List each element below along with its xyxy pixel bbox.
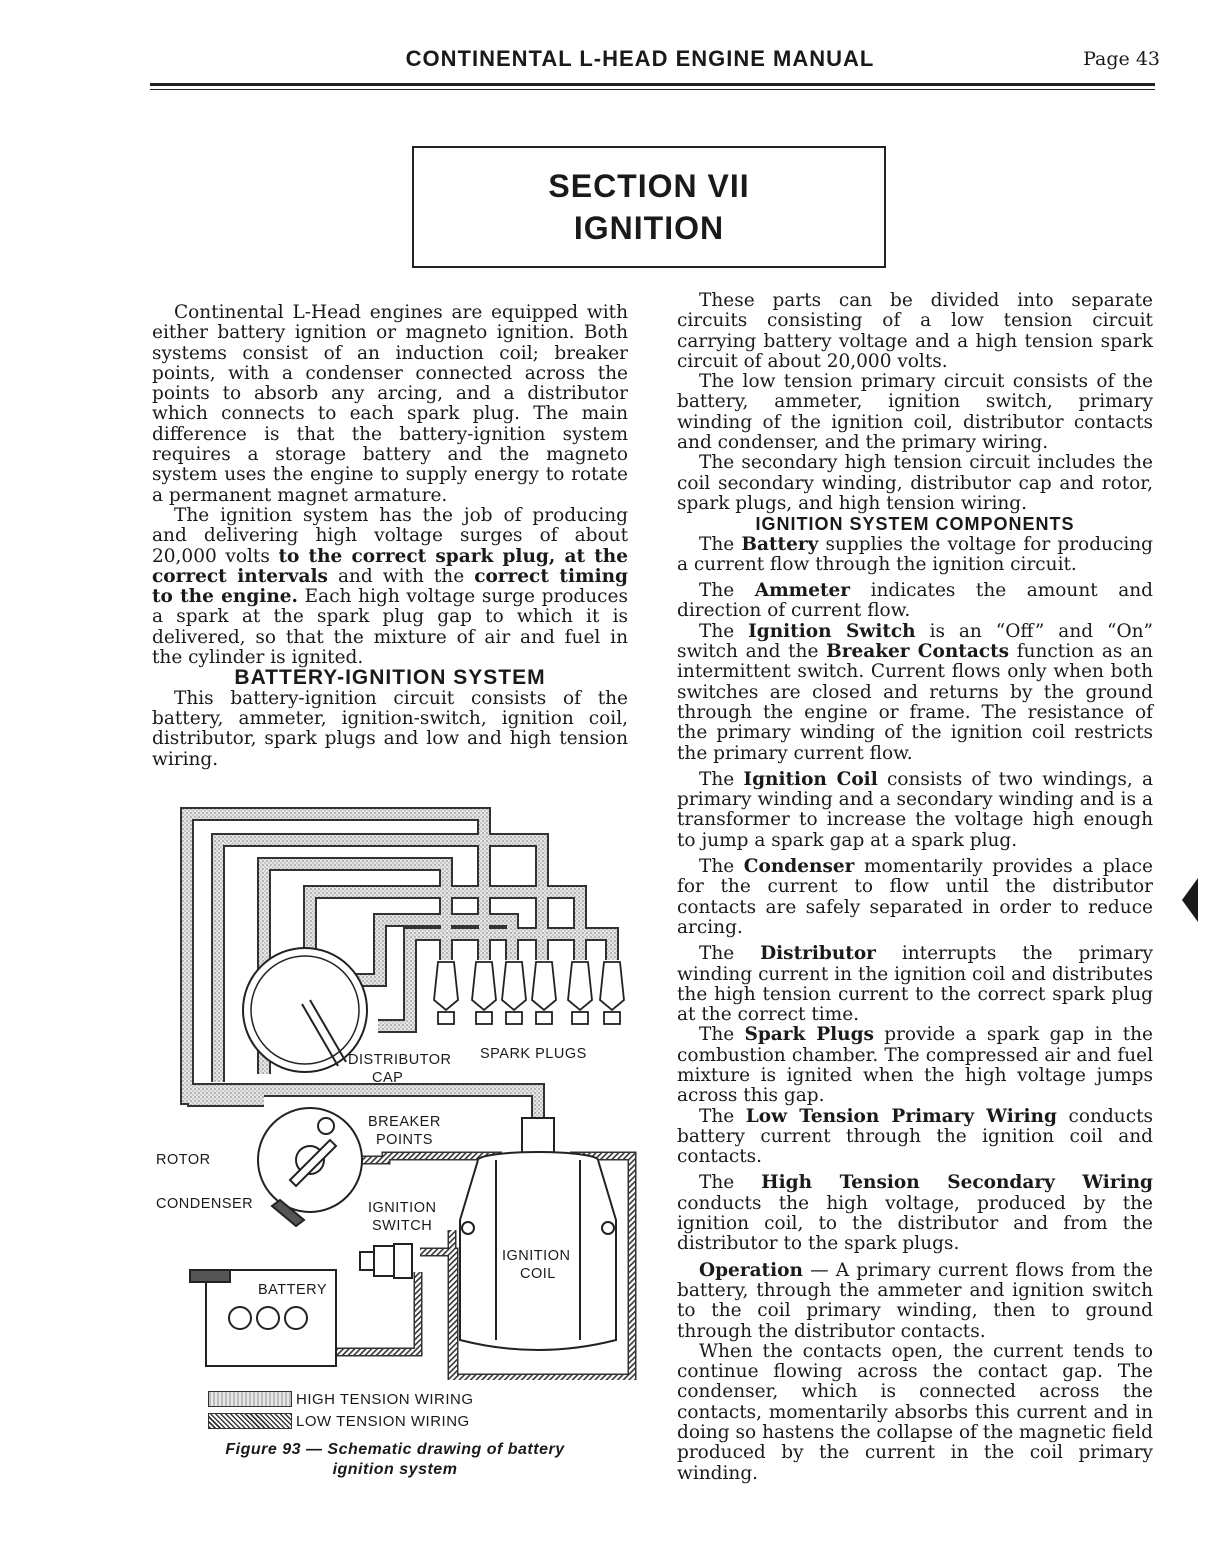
components-heading: IGNITION SYSTEM COMPONENTS <box>755 514 1075 535</box>
term-high-tension-wiring: High Tension Secondary Wiring <box>761 1172 1153 1194</box>
label-ignition-switch-1: IGNITION <box>368 1200 437 1216</box>
distributor-paragraph <box>677 944 1153 1025</box>
header-rule-thick <box>150 83 1155 86</box>
label-rotor: ROTOR <box>156 1152 211 1168</box>
caption-line-1: Figure 93 — Schematic drawing of battery <box>225 1441 565 1458</box>
text-run: indicates the amount and direction of current flow. <box>677 580 1153 622</box>
text-run: The <box>699 580 755 602</box>
term-battery: Battery <box>741 533 819 555</box>
text-run: function as an intermittent switch. Current flows only when both switches are closed and returns by the ground through the engine or frame. The resistance of the primary winding of the ignition coil restricts the primary current flow. <box>677 641 1153 764</box>
ignition-switch <box>360 1244 412 1278</box>
term-ammeter: Ammeter <box>754 580 851 602</box>
label-distributor-cap-1: DISTRIBUTOR <box>348 1052 452 1068</box>
running-header-title: CONTINENTAL L-HEAD ENGINE MANUAL <box>405 46 875 71</box>
bold-run: to the correct spark plug, at the correct intervals <box>152 545 628 587</box>
text-run: The <box>699 1024 745 1046</box>
caption-line-2: ignition system <box>332 1461 458 1478</box>
text-run: momentarily provides a place for the current to flow until the distributor contacts are safely separated in order to reduce arcing. <box>677 856 1153 938</box>
term-distributor: Distributor <box>760 943 876 965</box>
text-run: supplies the voltage for producing a current flow through the ignition circuit. <box>677 533 1153 575</box>
text-run: interrupts the primary winding current in the ignition coil and distributes the high tension current to the correct spark plug at the correct time. <box>677 943 1153 1026</box>
label-breaker-points-2: POINTS <box>376 1132 433 1148</box>
breaker-assembly <box>258 1108 362 1226</box>
right-column <box>677 291 1153 1484</box>
page-number: Page 43 <box>1083 48 1160 70</box>
secondary-circuit-paragraph: The secondary high tension circuit includes the coil secondary winding, distributor cap and rotor, spark plugs, and high tension wiring. <box>677 452 1153 514</box>
text-run: The <box>699 856 744 878</box>
coil-paragraph <box>677 770 1153 851</box>
label-condenser: CONDENSER <box>156 1196 254 1212</box>
text-run: The <box>699 620 749 642</box>
spark-plugs <box>434 962 624 1024</box>
header-rule-thin <box>150 89 1155 90</box>
label-battery: BATTERY <box>258 1282 328 1298</box>
intro-paragraph: Continental L-Head engines are equipped with either battery ignition or magneto ignition. Both systems consist of an induction coil; breaker points, with a condenser connected across the points to absorb any arcing, and a distributor which connects to each spark plug. The main difference is that the battery-ignition system requires a storage battery and the magneto system uses the engine to supply energy to rotate a permanent magnet armature. <box>152 302 628 506</box>
contacts-open-paragraph: When the contacts open, the current tends to continue flowing across the contact gap. The condenser, which is connected across the contacts, momentarily absorbs this current and in doing so hastens the collapse of the magnetic field produced by the current in the coil primary winding. <box>677 1340 1153 1484</box>
high-wiring-paragraph <box>677 1173 1153 1254</box>
label-ignition-switch-2: SWITCH <box>372 1218 433 1234</box>
condenser-paragraph <box>677 857 1153 938</box>
label-distributor-cap-2: CAP <box>372 1070 404 1086</box>
ammeter-paragraph <box>677 581 1153 622</box>
ignition-job-paragraph <box>152 506 628 668</box>
text-run: The <box>699 943 761 965</box>
figure-caption <box>180 1440 610 1480</box>
label-ignition-coil-1: IGNITION <box>502 1248 571 1264</box>
low-tension-swatch <box>208 1413 292 1429</box>
legend-high-tension <box>208 1388 474 1410</box>
figure-legend <box>208 1388 474 1432</box>
text-run: is an “Off” and “On” switch and the <box>677 620 1153 663</box>
text-run: The ignition system has the job of producing and delivering high voltage surges of about 20,000 volts <box>152 504 628 567</box>
switch-paragraph <box>677 622 1153 764</box>
term-condenser: Condenser <box>743 856 855 878</box>
low-wiring-paragraph <box>677 1107 1153 1168</box>
text-run: conducts the high voltage, produced by the ignition coil, to the distributor and from the distributor to the spark plugs. <box>677 1192 1153 1255</box>
text-run: provide a spark gap in the combustion chamber. The compressed air and fuel mixture is ignited when the high voltage jumps across this gap. <box>677 1024 1153 1107</box>
ignition-schematic-figure <box>150 800 640 1298</box>
term-spark-plugs: Spark Plugs <box>744 1024 874 1046</box>
term-operation: Operation <box>699 1259 803 1281</box>
term-low-tension-wiring: Low Tension Primary Wiring <box>745 1105 1057 1127</box>
legend-high-label: HIGH TENSION WIRING <box>296 1390 474 1408</box>
label-breaker-points-1: BREAKER <box>368 1114 441 1130</box>
section-title-box <box>412 146 886 268</box>
term-ignition-switch: Ignition Switch <box>748 620 916 642</box>
term-breaker-contacts: Breaker Contacts <box>826 641 1010 663</box>
label-spark-plugs: SPARK PLUGS <box>480 1046 587 1062</box>
label-ignition-coil-2: COIL <box>520 1266 556 1282</box>
text-run: The <box>699 1105 746 1127</box>
text-run: and with the <box>327 565 475 587</box>
text-run: The <box>699 533 742 555</box>
term-ignition-coil: Ignition Coil <box>743 768 878 790</box>
legend-low-tension <box>208 1410 474 1432</box>
legend-low-label: LOW TENSION WIRING <box>296 1412 470 1430</box>
text-run: Each high voltage surge produces a spark at the spark plug gap to which it is delivered, so that the mixture of air and fuel in the cylinder is ignited. <box>152 586 628 669</box>
text-run: The <box>699 1172 762 1194</box>
text-run: — A primary current flows from the battery, through the ammeter and ignition switch to the coil primary winding, then to ground through the distributor contacts. <box>677 1259 1153 1342</box>
operation-paragraph <box>677 1261 1153 1342</box>
spark-plugs-paragraph <box>677 1025 1153 1106</box>
section-number: SECTION VII <box>548 168 750 204</box>
margin-arrow-icon <box>1182 878 1198 922</box>
section-name: IGNITION <box>573 210 725 246</box>
battery-ignition-paragraph: This battery-ignition circuit consists of the battery, ammeter, ignition-switch, ignition coil, distributor, spark plugs and low and high tension wiring. <box>152 687 628 770</box>
battery-ignition-heading: BATTERY-IGNITION SYSTEM <box>234 666 546 690</box>
bold-run: correct timing to the engine. <box>152 565 628 608</box>
text-run: conducts battery current through the ignition coil and contacts. <box>677 1105 1153 1168</box>
low-tension-paragraph: The low tension primary circuit consists of the battery, ammeter, ignition switch, primary winding of the ignition coil, distributor contacts and condenser, and the primary wiring. <box>677 371 1153 454</box>
high-tension-swatch <box>208 1391 292 1407</box>
text-run: consists of two windings, a primary winding and a secondary winding and is a transformer to increase the voltage high enough to jump a spark gap at a spark plug. <box>677 768 1153 851</box>
schematic-drawing <box>150 800 640 1380</box>
battery-paragraph <box>677 535 1153 576</box>
text-run: The <box>699 768 744 790</box>
circuits-paragraph: These parts can be divided into separate circuits consisting of a low tension circuit carrying battery voltage and a high tension spark circuit of about 20,000 volts. <box>677 290 1153 372</box>
left-column <box>152 303 628 770</box>
